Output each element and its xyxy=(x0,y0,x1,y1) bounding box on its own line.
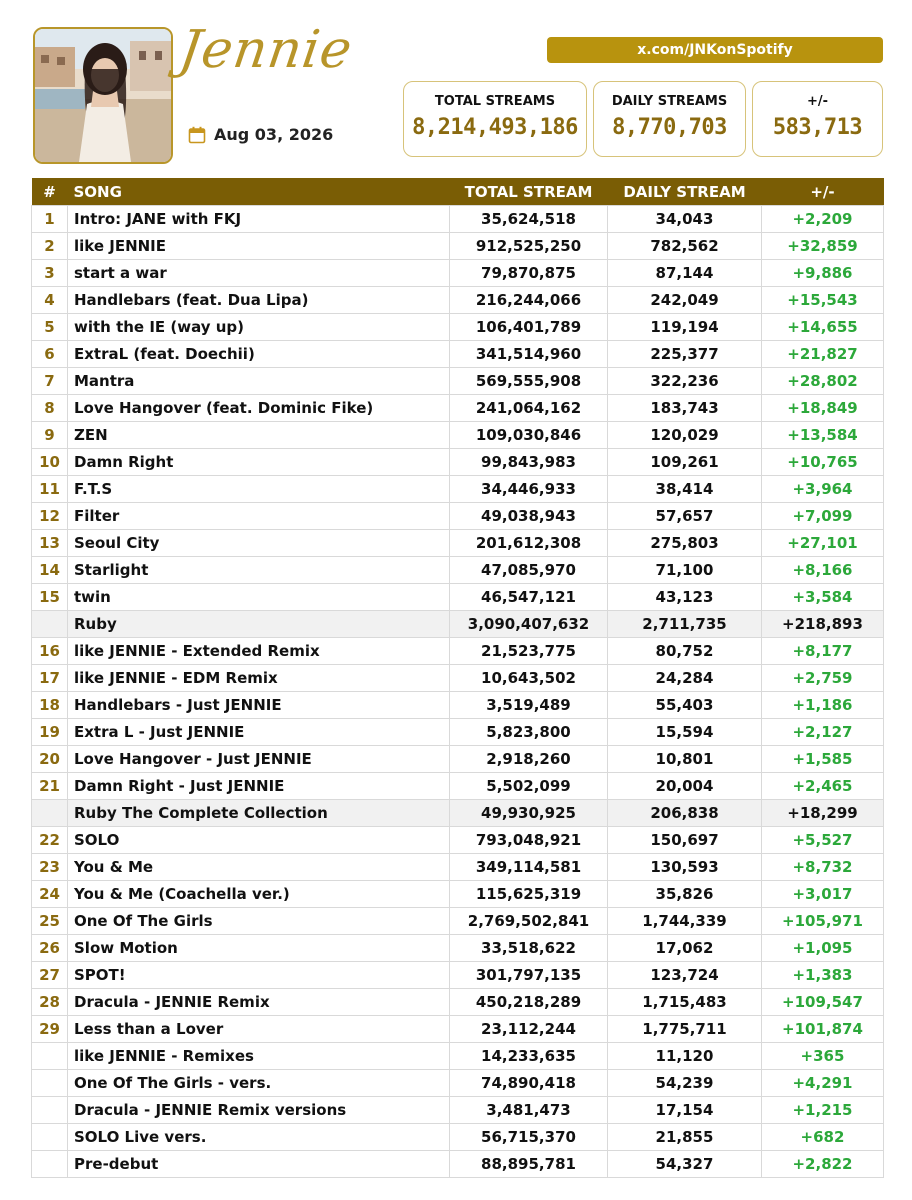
daily-stream-cell: 130,593 xyxy=(608,854,762,881)
table-row xyxy=(32,530,884,557)
song-cell: You & Me xyxy=(68,854,450,881)
total-stream-cell: 46,547,121 xyxy=(450,584,608,611)
table-row xyxy=(32,476,884,503)
rank-cell: 29 xyxy=(32,1016,68,1043)
daily-stream-cell: 2,711,735 xyxy=(608,611,762,638)
rank-cell: 10 xyxy=(32,449,68,476)
song-cell: Ruby xyxy=(68,611,450,638)
change-cell: +3,017 xyxy=(762,881,884,908)
total-stream-cell: 33,518,622 xyxy=(450,935,608,962)
total-stream-cell: 216,244,066 xyxy=(450,287,608,314)
rank-cell xyxy=(32,800,68,827)
daily-stream-cell: 322,236 xyxy=(608,368,762,395)
change-cell: +2,127 xyxy=(762,719,884,746)
daily-stream-cell: 119,194 xyxy=(608,314,762,341)
song-cell: SOLO xyxy=(68,827,450,854)
table-row xyxy=(32,341,884,368)
rank-cell: 11 xyxy=(32,476,68,503)
rank-cell: 26 xyxy=(32,935,68,962)
table-header-row xyxy=(32,178,884,206)
rank-cell: 9 xyxy=(32,422,68,449)
change-cell: +101,874 xyxy=(762,1016,884,1043)
daily-stream-cell: 21,855 xyxy=(608,1124,762,1151)
daily-streams-value: 8,770,703 xyxy=(612,115,727,140)
change-cell: +1,186 xyxy=(762,692,884,719)
song-cell: Damn Right - Just JENNIE xyxy=(68,773,450,800)
rank-cell: 14 xyxy=(32,557,68,584)
rank-cell xyxy=(32,611,68,638)
table-row xyxy=(32,989,884,1016)
change-cell: +18,299 xyxy=(762,800,884,827)
total-stream-cell: 3,519,489 xyxy=(450,692,608,719)
song-cell: Extra L - Just JENNIE xyxy=(68,719,450,746)
total-stream-cell: 74,890,418 xyxy=(450,1070,608,1097)
change-cell: +28,802 xyxy=(762,368,884,395)
total-stream-cell: 341,514,960 xyxy=(450,341,608,368)
song-cell: like JENNIE xyxy=(68,233,450,260)
table-row xyxy=(32,746,884,773)
report-date xyxy=(188,125,333,144)
rank-cell: 13 xyxy=(32,530,68,557)
total-stream-cell: 21,523,775 xyxy=(450,638,608,665)
song-cell: SOLO Live vers. xyxy=(68,1124,450,1151)
daily-stream-cell: 1,775,711 xyxy=(608,1016,762,1043)
daily-stream-cell: 38,414 xyxy=(608,476,762,503)
table-row xyxy=(32,584,884,611)
rank-cell: 5 xyxy=(32,314,68,341)
daily-stream-cell: 87,144 xyxy=(608,260,762,287)
table-row xyxy=(32,314,884,341)
change-cell: +2,759 xyxy=(762,665,884,692)
daily-stream-cell: 1,744,339 xyxy=(608,908,762,935)
daily-stream-cell: 20,004 xyxy=(608,773,762,800)
song-cell: Slow Motion xyxy=(68,935,450,962)
change-cell: +3,964 xyxy=(762,476,884,503)
rank-cell: 8 xyxy=(32,395,68,422)
daily-stream-cell: 80,752 xyxy=(608,638,762,665)
change-cell: +14,655 xyxy=(762,314,884,341)
change-cell: +13,584 xyxy=(762,422,884,449)
table-row xyxy=(32,557,884,584)
brand-logo: Jennie xyxy=(175,20,357,80)
total-stream-cell: 35,624,518 xyxy=(450,206,608,233)
rank-cell xyxy=(32,1151,68,1178)
rank-cell: 22 xyxy=(32,827,68,854)
song-cell: Damn Right xyxy=(68,449,450,476)
daily-stream-cell: 17,154 xyxy=(608,1097,762,1124)
change-cell: +105,971 xyxy=(762,908,884,935)
artist-photo xyxy=(33,27,173,164)
total-stream-cell: 88,895,781 xyxy=(450,1151,608,1178)
song-cell: Starlight xyxy=(68,557,450,584)
song-cell: SPOT! xyxy=(68,962,450,989)
change-cell: +2,209 xyxy=(762,206,884,233)
song-cell: Less than a Lover xyxy=(68,1016,450,1043)
total-stream-cell: 56,715,370 xyxy=(450,1124,608,1151)
song-cell: Intro: JANE with FKJ xyxy=(68,206,450,233)
total-stream-cell: 912,525,250 xyxy=(450,233,608,260)
total-stream-cell: 450,218,289 xyxy=(450,989,608,1016)
daily-stream-cell: 109,261 xyxy=(608,449,762,476)
header-song: SONG xyxy=(68,178,450,206)
total-stream-cell: 79,870,875 xyxy=(450,260,608,287)
song-cell: Dracula - JENNIE Remix versions xyxy=(68,1097,450,1124)
album-total-row xyxy=(32,611,884,638)
daily-stream-cell: 242,049 xyxy=(608,287,762,314)
table-row xyxy=(32,1016,884,1043)
total-stream-cell: 23,112,244 xyxy=(450,1016,608,1043)
daily-stream-cell: 120,029 xyxy=(608,422,762,449)
change-cell: +32,859 xyxy=(762,233,884,260)
total-stream-cell: 3,090,407,632 xyxy=(450,611,608,638)
song-cell: start a war xyxy=(68,260,450,287)
rank-cell: 7 xyxy=(32,368,68,395)
change-value: 583,713 xyxy=(772,115,863,140)
total-stream-cell: 2,769,502,841 xyxy=(450,908,608,935)
rank-cell: 6 xyxy=(32,341,68,368)
daily-stream-cell: 1,715,483 xyxy=(608,989,762,1016)
song-cell: One Of The Girls xyxy=(68,908,450,935)
change-cell: +682 xyxy=(762,1124,884,1151)
total-streams-value: 8,214,493,186 xyxy=(412,115,578,140)
change-cell: +27,101 xyxy=(762,530,884,557)
change-cell: +1,215 xyxy=(762,1097,884,1124)
total-streams-card xyxy=(403,81,587,157)
rank-cell: 24 xyxy=(32,881,68,908)
daily-stream-cell: 782,562 xyxy=(608,233,762,260)
total-stream-cell: 106,401,789 xyxy=(450,314,608,341)
rank-cell: 17 xyxy=(32,665,68,692)
daily-stream-cell: 54,239 xyxy=(608,1070,762,1097)
table-row xyxy=(32,827,884,854)
song-cell: twin xyxy=(68,584,450,611)
change-cell: +4,291 xyxy=(762,1070,884,1097)
total-stream-cell: 2,918,260 xyxy=(450,746,608,773)
rank-cell: 3 xyxy=(32,260,68,287)
header-num: # xyxy=(32,178,68,206)
change-card xyxy=(752,81,883,157)
change-cell: +3,584 xyxy=(762,584,884,611)
rank-cell: 20 xyxy=(32,746,68,773)
rank-cell: 4 xyxy=(32,287,68,314)
total-stream-cell: 301,797,135 xyxy=(450,962,608,989)
table-row xyxy=(32,206,884,233)
song-cell: Handlebars - Just JENNIE xyxy=(68,692,450,719)
song-cell: Seoul City xyxy=(68,530,450,557)
change-cell: +1,585 xyxy=(762,746,884,773)
song-cell: Dracula - JENNIE Remix xyxy=(68,989,450,1016)
daily-stream-cell: 57,657 xyxy=(608,503,762,530)
change-cell: +5,527 xyxy=(762,827,884,854)
table-row xyxy=(32,935,884,962)
rank-cell: 16 xyxy=(32,638,68,665)
calendar-icon xyxy=(188,126,206,144)
total-streams-label: TOTAL STREAMS xyxy=(434,94,556,109)
change-cell: +1,383 xyxy=(762,962,884,989)
song-cell: Pre-debut xyxy=(68,1151,450,1178)
rank-cell: 12 xyxy=(32,503,68,530)
song-cell: Handlebars (feat. Dua Lipa) xyxy=(68,287,450,314)
table-row xyxy=(32,287,884,314)
date-text: Aug 03, 2026 xyxy=(214,125,334,144)
total-stream-cell: 115,625,319 xyxy=(450,881,608,908)
daily-stream-cell: 10,801 xyxy=(608,746,762,773)
header-daily: DAILY STREAM xyxy=(608,178,762,206)
total-stream-cell: 5,502,099 xyxy=(450,773,608,800)
daily-stream-cell: 150,697 xyxy=(608,827,762,854)
daily-stream-cell: 71,100 xyxy=(608,557,762,584)
table-row xyxy=(32,1151,884,1178)
rank-cell xyxy=(32,1043,68,1070)
daily-streams-card xyxy=(593,81,746,157)
rank-cell: 2 xyxy=(32,233,68,260)
total-stream-cell: 569,555,908 xyxy=(450,368,608,395)
change-cell: +7,099 xyxy=(762,503,884,530)
song-cell: like JENNIE - Remixes xyxy=(68,1043,450,1070)
total-stream-cell: 34,446,933 xyxy=(450,476,608,503)
total-stream-cell: 349,114,581 xyxy=(450,854,608,881)
song-cell: One Of The Girls - vers. xyxy=(68,1070,450,1097)
song-cell: You & Me (Coachella ver.) xyxy=(68,881,450,908)
daily-stream-cell: 55,403 xyxy=(608,692,762,719)
rank-cell: 1 xyxy=(32,206,68,233)
header-change: +/- xyxy=(762,178,884,206)
change-cell: +10,765 xyxy=(762,449,884,476)
change-cell: +15,543 xyxy=(762,287,884,314)
table-row xyxy=(32,503,884,530)
change-cell: +8,166 xyxy=(762,557,884,584)
total-stream-cell: 109,030,846 xyxy=(450,422,608,449)
total-stream-cell: 14,233,635 xyxy=(450,1043,608,1070)
table-row xyxy=(32,422,884,449)
table-row xyxy=(32,692,884,719)
total-stream-cell: 10,643,502 xyxy=(450,665,608,692)
change-cell: +8,177 xyxy=(762,638,884,665)
song-cell: Love Hangover (feat. Dominic Fike) xyxy=(68,395,450,422)
total-stream-cell: 5,823,800 xyxy=(450,719,608,746)
daily-stream-cell: 34,043 xyxy=(608,206,762,233)
total-stream-cell: 99,843,983 xyxy=(450,449,608,476)
song-cell: Mantra xyxy=(68,368,450,395)
table-row xyxy=(32,368,884,395)
daily-stream-cell: 123,724 xyxy=(608,962,762,989)
song-cell: ZEN xyxy=(68,422,450,449)
total-stream-cell: 793,048,921 xyxy=(450,827,608,854)
change-cell: +109,547 xyxy=(762,989,884,1016)
song-cell: F.T.S xyxy=(68,476,450,503)
table-row xyxy=(32,449,884,476)
change-cell: +218,893 xyxy=(762,611,884,638)
change-cell: +365 xyxy=(762,1043,884,1070)
rank-cell: 23 xyxy=(32,854,68,881)
total-stream-cell: 3,481,473 xyxy=(450,1097,608,1124)
table-row xyxy=(32,881,884,908)
table-row xyxy=(32,638,884,665)
song-cell: Filter xyxy=(68,503,450,530)
rank-cell xyxy=(32,1124,68,1151)
song-cell: like JENNIE - Extended Remix xyxy=(68,638,450,665)
song-cell: ExtraL (feat. Doechii) xyxy=(68,341,450,368)
total-stream-cell: 49,038,943 xyxy=(450,503,608,530)
daily-stream-cell: 24,284 xyxy=(608,665,762,692)
change-cell: +21,827 xyxy=(762,341,884,368)
rank-cell: 25 xyxy=(32,908,68,935)
change-cell: +18,849 xyxy=(762,395,884,422)
social-handle-link[interactable]: x.com/JNKonSpotify xyxy=(547,37,883,63)
daily-stream-cell: 35,826 xyxy=(608,881,762,908)
table-row xyxy=(32,1097,884,1124)
rank-cell: 28 xyxy=(32,989,68,1016)
daily-stream-cell: 11,120 xyxy=(608,1043,762,1070)
change-cell: +2,822 xyxy=(762,1151,884,1178)
daily-stream-cell: 183,743 xyxy=(608,395,762,422)
total-stream-cell: 241,064,162 xyxy=(450,395,608,422)
table-row xyxy=(32,962,884,989)
table-row xyxy=(32,260,884,287)
daily-stream-cell: 206,838 xyxy=(608,800,762,827)
header-total: TOTAL STREAM xyxy=(450,178,608,206)
daily-stream-cell: 225,377 xyxy=(608,341,762,368)
table-row xyxy=(32,908,884,935)
table-row xyxy=(32,773,884,800)
table-row xyxy=(32,665,884,692)
daily-stream-cell: 17,062 xyxy=(608,935,762,962)
change-cell: +2,465 xyxy=(762,773,884,800)
change-label: +/- xyxy=(806,94,829,109)
daily-stream-cell: 43,123 xyxy=(608,584,762,611)
song-cell: with the IE (way up) xyxy=(68,314,450,341)
rank-cell: 21 xyxy=(32,773,68,800)
album-total-row xyxy=(32,800,884,827)
daily-stream-cell: 54,327 xyxy=(608,1151,762,1178)
rank-cell xyxy=(32,1097,68,1124)
table-row xyxy=(32,233,884,260)
change-cell: +9,886 xyxy=(762,260,884,287)
table-row xyxy=(32,854,884,881)
rank-cell: 18 xyxy=(32,692,68,719)
daily-stream-cell: 275,803 xyxy=(608,530,762,557)
song-cell: Love Hangover - Just JENNIE xyxy=(68,746,450,773)
change-cell: +1,095 xyxy=(762,935,884,962)
table-row xyxy=(32,1124,884,1151)
table-row xyxy=(32,1070,884,1097)
total-stream-cell: 47,085,970 xyxy=(450,557,608,584)
songs-table xyxy=(31,178,884,1178)
daily-stream-cell: 15,594 xyxy=(608,719,762,746)
song-cell: Ruby The Complete Collection xyxy=(68,800,450,827)
rank-cell: 19 xyxy=(32,719,68,746)
change-cell: +8,732 xyxy=(762,854,884,881)
table-row xyxy=(32,395,884,422)
total-stream-cell: 201,612,308 xyxy=(450,530,608,557)
table-row xyxy=(32,719,884,746)
table-row xyxy=(32,1043,884,1070)
rank-cell: 27 xyxy=(32,962,68,989)
song-cell: like JENNIE - EDM Remix xyxy=(68,665,450,692)
rank-cell: 15 xyxy=(32,584,68,611)
daily-streams-label: DAILY STREAMS xyxy=(611,94,728,109)
rank-cell xyxy=(32,1070,68,1097)
total-stream-cell: 49,930,925 xyxy=(450,800,608,827)
